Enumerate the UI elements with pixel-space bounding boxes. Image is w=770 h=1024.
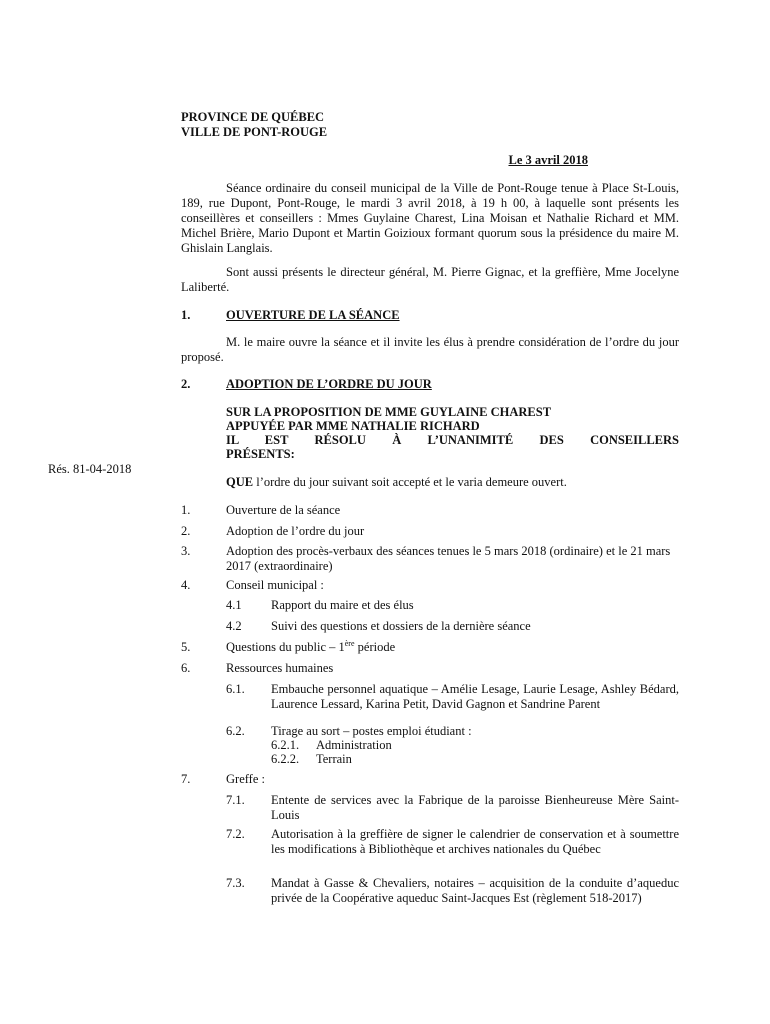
intro-paragraph: Séance ordinaire du conseil municipal de la Ville de Pont-Rouge tenue à Place St-Louis, 189, rue Dupont, Pont-Rouge, le mardi 3 avril 2018, à 19 h 00, à laquelle sont présents les conseillères et conseillers : Mmes Guylaine Charest, Lina Moisan et Nathalie Richard et MM. Michel Brière, Mario Dupont et Martin Goizioux formant quorum sous la présidence du maire M. Ghislain Langlais. [181, 181, 679, 255]
agenda-item-text: Adoption de l’ordre du jour [226, 524, 365, 538]
section-1-title: OUVERTURE DE LA SÉANCE [226, 308, 400, 322]
agenda-item-text: Ressources humaines [226, 661, 334, 675]
section-1-number: 1. [181, 308, 191, 322]
section-2-title: ADOPTION DE L’ORDRE DU JOUR [226, 377, 432, 391]
que-text: l’ordre du jour suivant soit accepté et le varia demeure ouvert. [253, 475, 567, 489]
agenda-item-superscript: ère [344, 638, 355, 648]
agenda-item-num: 1. [181, 503, 191, 517]
agenda-subitem-num: 4.2 [226, 619, 242, 633]
agenda-subitem-text: Embauche personnel aquatique – Amélie Lesage, Laurie Lesage, Ashley Bédard, Laurence Lessard, Karina Petit, David Gagnon et Sandrine Parent [271, 682, 679, 711]
agenda-subitem-num: 4.1 [226, 598, 242, 612]
agenda-subitem-text: Mandat à Gasse & Chevaliers, notaires – acquisition de la conduite d’aqueduc privée de la Coopérative aqueduc Saint-Jacques Est (règlement 518-2017) [271, 876, 679, 905]
agenda-item-text: Conseil municipal : [226, 578, 324, 592]
que-bold: QUE [226, 475, 254, 489]
agenda-subitem-text: Autorisation à la greffière de signer le calendrier de conservation et à soumettre les modifications à Bibliothèque et archives nationales du Québec [271, 827, 679, 856]
agenda-subsubitem-num: 6.2.1. [271, 738, 300, 752]
agenda-item-num: 2. [181, 524, 191, 538]
resolution-reference: Rés. 81-04-2018 [48, 462, 132, 476]
agenda-item-text-part: Questions du public – 1 [226, 640, 345, 654]
agenda-subitem-num: 7.1. [226, 793, 245, 807]
agenda-item-num: 3. [181, 544, 191, 558]
proposition-line: SUR LA PROPOSITION DE MME GUYLAINE CHAREST [226, 405, 552, 419]
que-line [226, 475, 567, 490]
agenda-item-text-part: période [354, 640, 396, 654]
agenda-subitem-num: 6.2. [226, 724, 245, 738]
agenda-subitem-text: Tirage au sort – postes emploi étudiant : [271, 724, 472, 738]
agenda-subsubitem-text: Terrain [316, 752, 352, 766]
agenda-subsubitem-num: 6.2.2. [271, 752, 300, 766]
agenda-item-text: Ouverture de la séance [226, 503, 341, 517]
header-ville: VILLE DE PONT-ROUGE [181, 125, 328, 139]
agenda-item-num: 7. [181, 772, 191, 786]
agenda-subitem-text: Rapport du maire et des élus [271, 598, 414, 612]
section-2-number: 2. [181, 377, 191, 391]
agenda-subitem-num: 6.1. [226, 682, 245, 696]
agenda-subitem-text: Entente de services avec la Fabrique de la paroisse Bienheureuse Mère Saint-Louis [271, 793, 679, 822]
agenda-item-num: 6. [181, 661, 191, 675]
agenda-item-num: 5. [181, 640, 191, 654]
meeting-date: Le 3 avril 2018 [508, 153, 588, 167]
agenda-subitem-num: 7.2. [226, 827, 245, 841]
agenda-item-num: 4. [181, 578, 191, 592]
agenda-item-text: Greffe : [226, 772, 265, 786]
resolu-line: IL EST RÉSOLU À L’UNANIMITÉ DES CONSEILLERS [226, 433, 679, 447]
resolu-line-2: PRÉSENTS: [226, 447, 295, 461]
appuyee-line: APPUYÉE PAR MME NATHALIE RICHARD [226, 419, 480, 433]
agenda-subitem-num: 7.3. [226, 876, 245, 890]
agenda-subsubitem-text: Administration [316, 738, 392, 752]
agenda-subitem-text: Suivi des questions et dossiers de la dernière séance [271, 619, 531, 633]
presence-paragraph: Sont aussi présents le directeur général, M. Pierre Gignac, et la greffière, Mme Jocelyne Laliberté. [181, 265, 679, 294]
agenda-item-text: Adoption des procès-verbaux des séances tenues le 5 mars 2018 (ordinaire) et le 21 mars 2017 (extraordinaire) [226, 544, 671, 573]
agenda-item-text [226, 640, 395, 655]
section-1-text: M. le maire ouvre la séance et il invite les élus à prendre considération de l’ordre du jour proposé. [181, 335, 679, 364]
header-province: PROVINCE DE QUÉBEC [181, 110, 325, 124]
